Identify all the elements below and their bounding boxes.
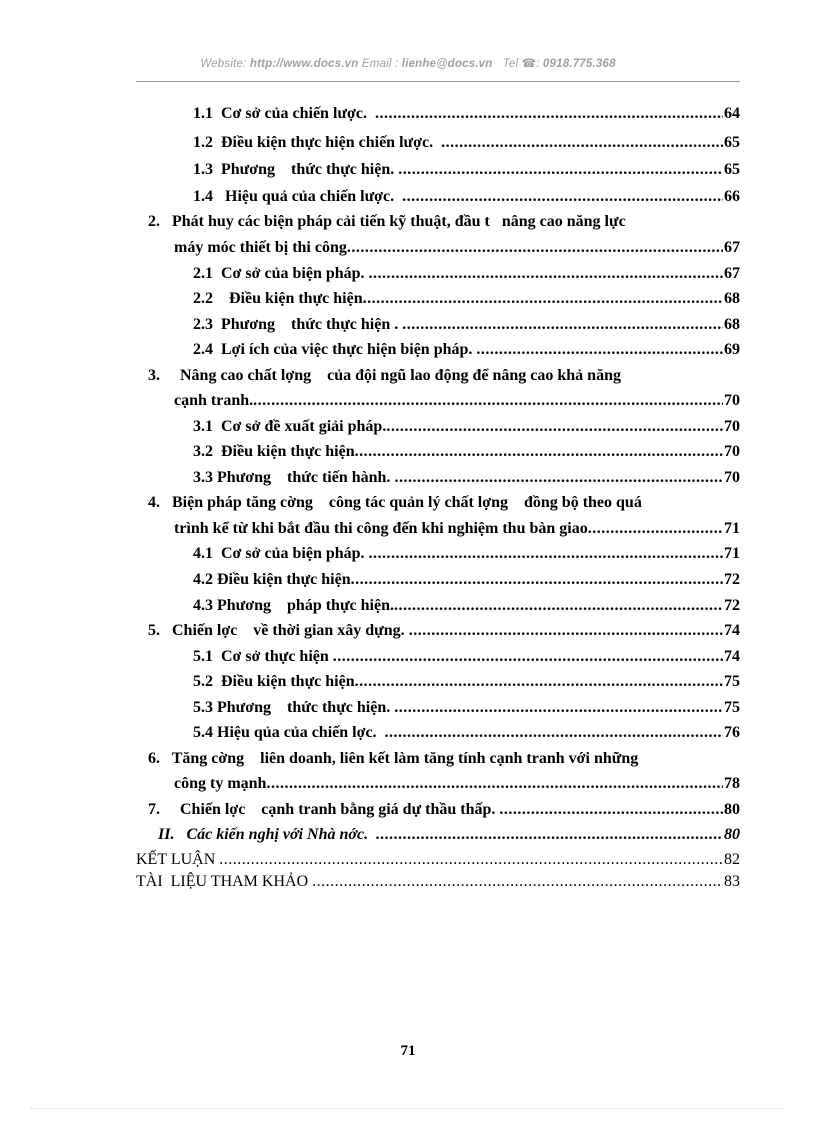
toc-entry[interactable]: 1.4 Hiệu quả của chiến lược. ..... 66 (193, 187, 740, 207)
toc-entry[interactable]: 3.2 Điều kiện thực hiện ..... 70 (193, 442, 740, 462)
footer-rule (30, 1108, 786, 1109)
toc-entry[interactable]: 4.1 Cơ sở của biện pháp. ..... 71 (193, 544, 740, 564)
toc-entry[interactable]: trình kể từ khi bắt đầu thi công đến khi nghiệm thu bàn giao ..... 71 (174, 519, 740, 539)
toc-entry[interactable]: 7. Chiến lợc cạnh tranh bằng giá dự thầu thấp. ..... 80 (148, 800, 740, 820)
toc-entry[interactable]: 2.3 Phương thức thực hiện . ..... 68 (193, 315, 740, 335)
toc-entry[interactable]: 2.1 Cơ sở của biện pháp. ..... 67 (193, 264, 740, 284)
toc-entry[interactable]: TÀI LIỆU THAM KHẢO ..... 83 (136, 872, 740, 892)
website-url[interactable]: http://www.docs.vn (249, 58, 359, 70)
toc-entry[interactable]: 1.3 Phương thức thực hiện. ..... 65 (193, 160, 740, 180)
toc-entry[interactable]: 5.3 Phương thức thực hiện. ..... 75 (193, 698, 740, 718)
toc-entry[interactable]: 4.2 Điều kiện thực hiện ..... 72 (193, 570, 740, 590)
tel-number: 0918.775.368 (542, 58, 616, 70)
email-address[interactable]: lienhe@docs.vn (401, 58, 493, 70)
toc-entry[interactable]: 2.4 Lợi ích của việc thực hiện biện pháp. ..... 69 (193, 340, 740, 360)
page-header (0, 56, 816, 70)
toc-entry[interactable]: máy móc thiết bị thi công ..... 67 (174, 238, 740, 258)
toc-entry[interactable]: cạnh tranh. ..... 70 (174, 391, 740, 411)
toc-entry[interactable]: 3.1 Cơ sở đề xuất giải pháp. ..... 70 (193, 417, 740, 437)
toc-entry[interactable]: 5. Chiến lợc về thời gian xây dựng. ..... 74 (148, 621, 740, 641)
toc-entry[interactable]: 1.2 Điều kiện thực hiện chiến lược. ..... 65 (193, 133, 740, 153)
website-label: Website: (200, 58, 250, 70)
toc-entry[interactable]: KẾT LUẬN ..... 82 (136, 850, 740, 870)
toc-entry[interactable]: 2.2 Điều kiện thực hiện ..... 68 (193, 289, 740, 309)
email-label: Email : (358, 58, 402, 70)
toc-entry[interactable]: 5.2 Điều kiện thực hiện ..... 75 (193, 672, 740, 692)
toc-entry[interactable]: 4.3 Phương pháp thực hiện. ..... 72 (193, 596, 740, 616)
tel-label: Tel ☎: (492, 58, 543, 70)
page-number: 71 (400, 1043, 416, 1059)
toc-entry-heading[interactable]: 3. Nâng cao chất lợng của đội ngũ lao động để nâng cao khả năng (148, 367, 621, 384)
header-rule (136, 81, 740, 82)
toc-entry[interactable]: 1.1 Cơ sở của chiến lược. ..... 64 (193, 104, 740, 124)
toc-entry[interactable]: công ty mạnh ..... 78 (174, 774, 740, 794)
toc-entry[interactable]: II. Các kiến nghị với Nhà nớc. ..... 80 (158, 825, 740, 845)
toc-entry-heading[interactable]: 4. Biện pháp tăng cờng công tác quản lý chất lợng đồng bộ theo quá (148, 494, 642, 511)
toc-entry[interactable]: 3.3 Phương thức tiến hành. ..... 70 (193, 468, 740, 488)
toc-entry[interactable]: 5.4 Hiệu qủa của chiến lợc. ..... 76 (193, 723, 740, 743)
toc-entry[interactable]: 5.1 Cơ sở thực hiện ..... 74 (193, 647, 740, 667)
toc-entry-heading[interactable]: 6. Tăng cờng liên doanh, liên kết làm tăng tính cạnh tranh với những (148, 750, 639, 767)
toc-entry-heading[interactable]: 2. Phát huy các biện pháp cải tiến kỹ thuật, đầu t nâng cao năng lực (148, 213, 626, 230)
